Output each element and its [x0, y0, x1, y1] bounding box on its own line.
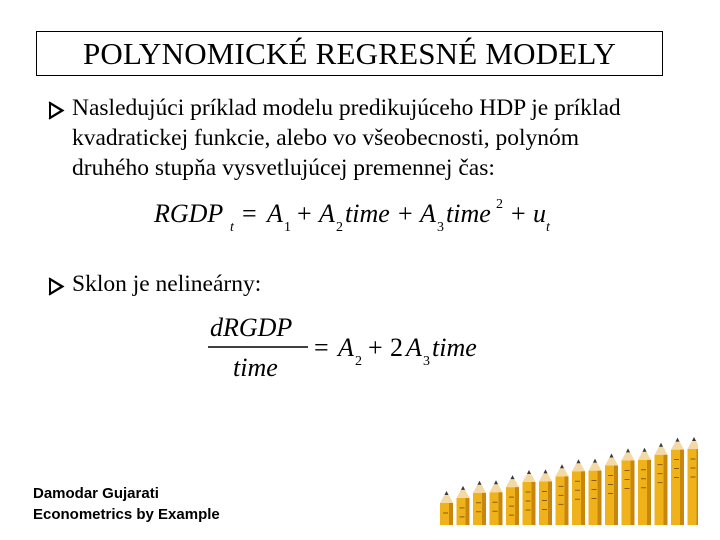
eq1-error: u: [533, 199, 546, 228]
pencil-icon: [523, 470, 536, 525]
eq2-equals: =: [314, 333, 329, 362]
pencil-icon: [490, 480, 503, 525]
eq2-term1-sub: 2: [355, 354, 362, 369]
bullet-1: [46, 94, 686, 184]
eq1-term1: A: [267, 199, 283, 228]
eq2-plus: +: [368, 333, 383, 362]
equation-slope: [206, 310, 506, 385]
bullet-1-line-2: kvadratickej funkcie, alebo vo všeobecnosti, polynóm: [72, 125, 580, 151]
eq1-term2-var: time: [345, 199, 390, 228]
pencil-icon: [473, 481, 486, 525]
eq1-term1-sub: 1: [284, 220, 291, 235]
pencil-icon: [539, 469, 552, 525]
equation-quadratic-model: [152, 188, 572, 238]
eq1-term3-sub: 3: [437, 220, 444, 235]
pencils-image: [434, 432, 698, 528]
pencil-icon: [556, 464, 569, 525]
bullet-2-line-1: Sklon je nelineárny:: [72, 271, 262, 297]
eq2-numerator: dRGDP: [210, 313, 293, 342]
pencil-icon: [589, 459, 602, 525]
eq1-error-sub: t: [546, 220, 550, 235]
pencil-icon: [572, 459, 585, 525]
pencil-icon: [457, 486, 470, 525]
attribution-book: Econometrics by Example: [33, 506, 220, 523]
attribution-author: Damodar Gujarati: [33, 485, 159, 502]
arrow-bullet-icon: [46, 270, 66, 307]
arrow-bullet-icon: [46, 94, 66, 131]
eq2-term2: A: [406, 333, 422, 362]
bullet-1-line-3: druhého stupňa vysvetlujúcej premennej čas:: [72, 155, 495, 181]
eq1-plus2: +: [398, 199, 413, 228]
eq1-term3: A: [420, 199, 436, 228]
eq2-denominator: time: [233, 353, 278, 382]
eq2-term1: A: [338, 333, 354, 362]
attribution: [33, 483, 220, 525]
pencil-icon: [605, 454, 618, 526]
pencil-icon: [688, 437, 699, 525]
pencil-icon: [671, 438, 684, 525]
bullet-2: [46, 270, 446, 300]
pencil-icon: [638, 448, 651, 525]
eq1-lhs-sub: t: [230, 220, 234, 235]
eq1-plus3: +: [511, 199, 526, 228]
eq1-term2-sub: 2: [336, 220, 343, 235]
bullet-1-line-1: Nasledujúci príklad modelu predikujúceho HDP je príklad: [72, 95, 621, 121]
eq1-equals: =: [242, 199, 257, 228]
eq1-term3-sup: 2: [496, 197, 503, 212]
eq1-term2: A: [319, 199, 335, 228]
eq1-plus1: +: [297, 199, 312, 228]
pencil-icon: [655, 443, 668, 525]
slide-title: POLYNOMICKÉ REGRESNÉ MODELY: [82, 35, 617, 71]
eq2-term2-sub: 3: [423, 354, 430, 369]
eq2-coefficient: 2: [390, 333, 403, 362]
eq1-lhs: RGDP: [154, 199, 224, 228]
title-box: [36, 31, 663, 76]
pencil-icon: [440, 491, 453, 525]
eq2-term2-var: time: [432, 333, 477, 362]
pencil-icon: [506, 475, 519, 525]
pencil-icon: [622, 448, 635, 525]
eq1-term3-var: time: [446, 199, 491, 228]
